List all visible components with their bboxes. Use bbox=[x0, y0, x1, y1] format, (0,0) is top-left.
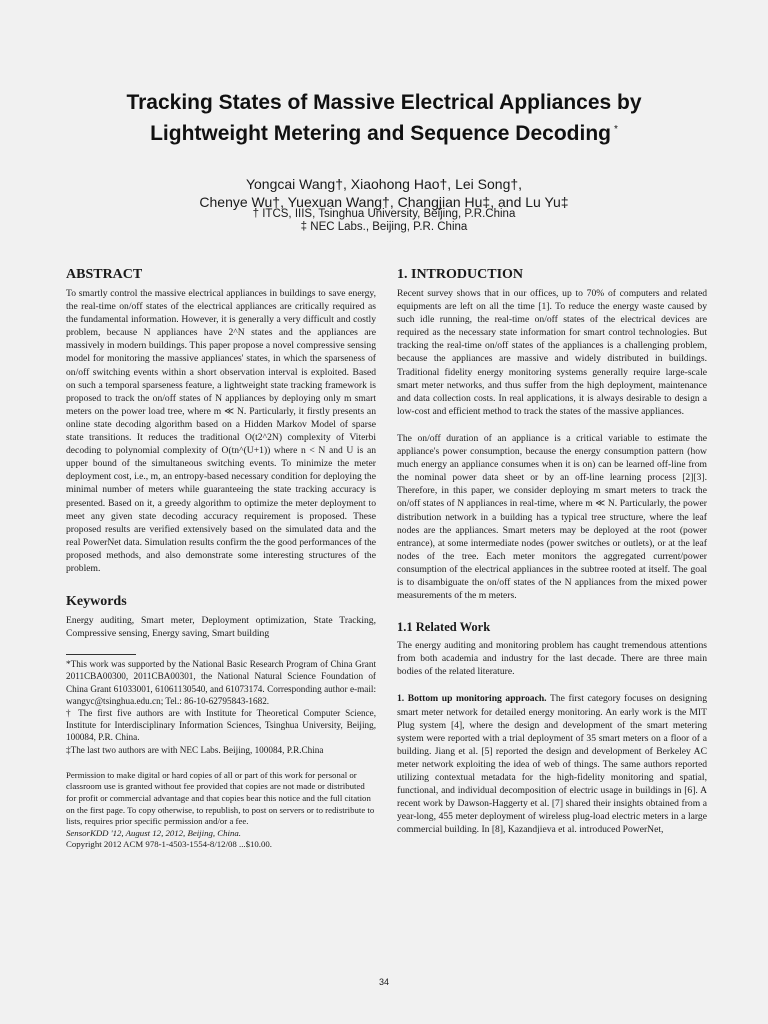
title-footnote-mark: * bbox=[613, 124, 618, 135]
title-line-2-text: Lightweight Metering and Sequence Decoding bbox=[150, 122, 611, 145]
venue-text: SensorKDD '12, August 12, 2012, Beijing, China. bbox=[66, 827, 241, 838]
footnote-rule bbox=[66, 654, 136, 655]
paper-title bbox=[60, 89, 708, 147]
footnote-funding: *This work was supported by the National Basic Research Program of China Grant 2011CBA00300, 2011CBA00301, the National Natural Science Foundation of China Grant 61033001, 61061130540, and 61073174. Corresponding author e-mail: wangyc@tsinghua.edu.cn; Tel.: 86-10-62795843-1682. bbox=[66, 659, 376, 706]
footnote-affiliation-2: ‡The last two authors are with NEC Labs. Beijing, 100084, P.R.China bbox=[66, 744, 324, 755]
abstract-heading: ABSTRACT bbox=[66, 267, 143, 282]
introduction-paragraph-2: The on/off duration of an appliance is a critical variable to estimate the appliance's power consumption, because the energy consumption pattern (how much energy an appliance consumes when it is on) can be learned off-line from the nominal power data sheet or by an off-line learning process [2][3]. Therefore, in this paper, we consider deploying m smart meters to track the on/off states of N appliances in real-time, where m ≪ N. Particularly, the power distribution network in a building has a typical tree structure, where the leaf nodes are the appliances. Smart meters may be deployed at the root (power entrance), at some intermediate nodes (power switches or outlets), or at the leaf nodes of the tree. Each meter monitors the aggregated current/power consumption of the electrical appliances in the subtree rooted at itself. The goal is to disambiguate the on/off states of the N appliances from the mixed power measurements of the m meters. bbox=[397, 432, 707, 602]
title-line-1: Tracking States of Massive Electrical Appliances by bbox=[126, 91, 642, 114]
left-column bbox=[66, 266, 376, 851]
introduction-heading: 1. INTRODUCTION bbox=[397, 267, 524, 282]
title-line-2 bbox=[60, 116, 708, 147]
keywords-heading: Keywords bbox=[66, 594, 127, 610]
introduction-paragraph-1: Recent survey shows that in our offices, up to 70% of computers and related equipments are left on all the time [1]. To reduce the energy waste caused by such idle running, the real-time on/off states of the electrical devices are required as the necessary state information for smart control technologies. But tracking the real-time on/off states of the appliances is a challenging problem, because the appliances are massive and widely distributed in buildings. Traditional fidelity energy monitoring systems generally require large-scale smart meter networks, and thus suffer from the high deployment, maintenance and data collection costs. In real applications, it is always desirable to design a low-cost and efficient method to track the states of the massive appliances. bbox=[397, 288, 707, 417]
bottom-up-text: The first category focuses on designing smart meter network for detailed energy monitoring. An early work is the MIT Plug system [4], where the design and development of the smart metering system were reported with a trial deployment of 35 smart meters on a floor of a building. Jiang et al. [5] reported the design and development of Berkeley AC meter network exploiting the idea of web of things. The same authors reported utilizing contextual metadata for the high-fidelity monitoring and spatial, functional, and individual decomposition of electric usage in buildings in [6]. A recent work by Dawson-Haggerty et al. [7] shared their insights obtained from a year-long, 455 meter deployment of wireless plug-load electric meters in a large commercial building. In [8], Kazandjieva et al. introduced PowerNet, bbox=[397, 693, 707, 836]
venue-line bbox=[66, 828, 376, 840]
related-work-paragraph-1: The energy auditing and monitoring problem has caught tremendous attentions from both academia and industry for the last decade. There are three main bodies of the related literature. bbox=[397, 640, 707, 678]
related-work-heading: 1.1 Related Work bbox=[397, 620, 491, 635]
keywords-text: Energy auditing, Smart meter, Deployment optimization, State Tracking, Compressive sensing, Energy saving, Smart building bbox=[66, 615, 376, 640]
copyright-line: Copyright 2012 ACM 978-1-4503-1554-8/12/08 ...$10.00. bbox=[66, 839, 272, 850]
affiliations bbox=[100, 208, 668, 234]
bottom-up-lead: 1. Bottom up monitoring approach. bbox=[397, 693, 547, 705]
affiliation-1: † ITCS, IIIS, Tsinghua University, Beijing, P.R.China bbox=[252, 208, 516, 220]
related-work-paragraph-2 bbox=[397, 692, 707, 836]
authors-line-2: Chenye Wu†, Yuexuan Wang†, Changjian Hu‡, and Lu Yu‡ bbox=[199, 194, 569, 210]
permission-notice: Permission to make digital or hard copies of all or part of this work for personal or classroom use is granted without fee provided that copies are not made or distributed for profit or commercial advantage and that copies bear this notice and the full citation on the first page. To copy otherwise, to republish, to post on servers or to redistribute to lists, requires prior specific permission and/or a fee. bbox=[66, 769, 375, 827]
affiliation-2: ‡ NEC Labs., Beijing, P.R. China bbox=[300, 221, 468, 233]
abstract-text: To smartly control the massive electrical appliances in buildings to save energy, the real-time on/off states of the electrical appliances are critically required as the fundamental information. However, it is generally a very difficult and costly problem, because N appliances have 2^N states and the appliances are massively in modern buildings. This paper propose a novel compressive sensing model for monitoring the massive appliances' states, in which the sparseness of on/off switching events within a short observation interval is exploited. Based on such a temporal sparseness feature, a lightweight state tracking framework is proposed to track the on/off states of N appliances by deploying only m smart meters on the power load tree, where m ≪ N. Particularly, it firstly presents an online state decoding algorithm based on a Hidden Markov Model of sparse state transitions. It reduces the traditional O(t2^2N) complexity of Viterbi decoding to polynomial complexity of O(tn^(U+1)) where n < N and U is an upper bound of the simultaneous switching events. To minimize the meter deployment cost, i.e., m, an entropy-based necessary condition for deploying the minimal number of meters while guaranteeing the state tracking accuracy is presented. Based on it, a greedy algorithm to optimize the meter deployment to meet any given state decoding accuracy requirement is proposed. These proposed results are verified extensively based on the simulated data and the real PowerNet data. Simulation results confirm the the good performances of the proposed methods, and also demonstrate some interesting structures of the problem. bbox=[66, 288, 376, 574]
page-number: 34 bbox=[378, 977, 389, 987]
right-column bbox=[397, 266, 707, 836]
author-list bbox=[100, 175, 668, 211]
footnote-affiliation-1: † The first five authors are with Institute for Theoretical Computer Science, Institute for Interdisciplinary Information Sciences, Tsinghua University, Beijing, 100084, P.R. China. bbox=[66, 708, 376, 743]
authors-line-1: Yongcai Wang†, Xiaohong Hao†, Lei Song†, bbox=[245, 176, 523, 192]
